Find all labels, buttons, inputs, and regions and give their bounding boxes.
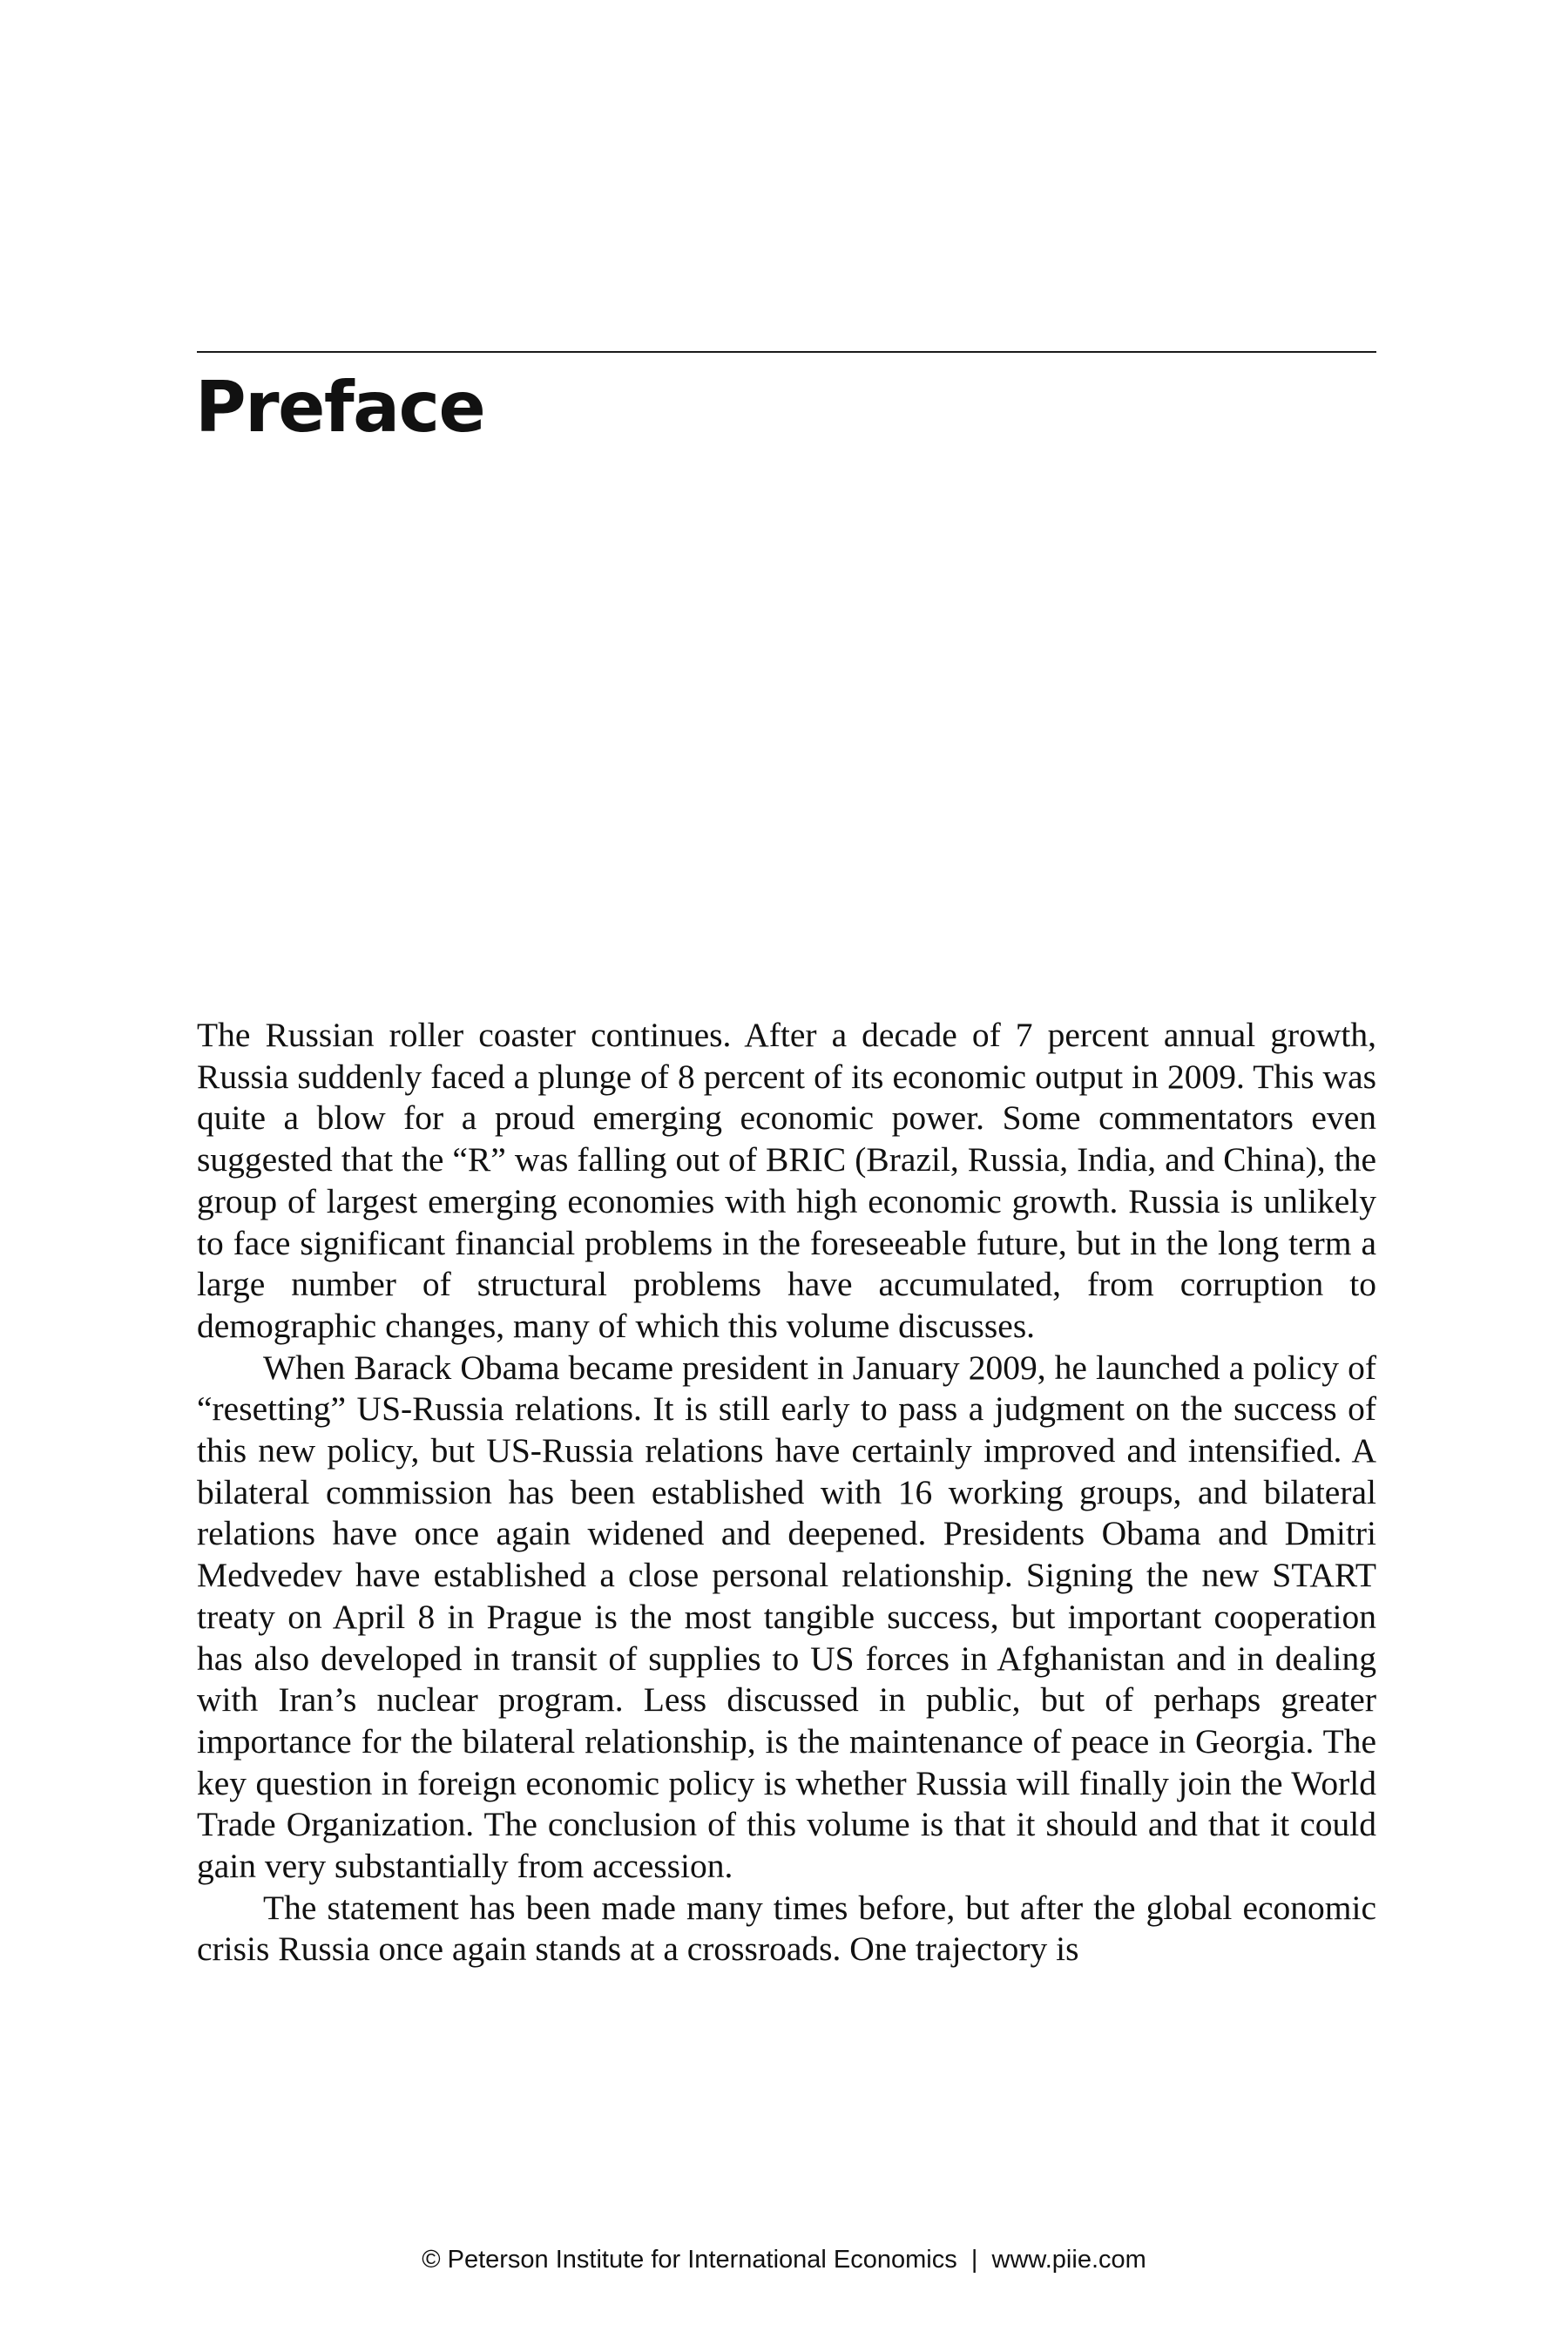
paragraph-3: The statement has been made many times before, but after the global economic crisis Russia once again stands at a crossroads. One trajectory is bbox=[197, 1888, 1376, 1969]
paragraph-1: The Russian roller coaster continues. After a decade of 7 percent annual growth, Russia suddenly faced a plunge of 8 percent of its economic output in 2009. This was quite a blow for a proud emerging economic power. Some commentators even suggested that the “R” was falling out of BRIC (Brazil, Russia, India, and China), the group of largest emerging economies with high economic growth. Russia is unlikely to face significant financial problems in the foreseeable future, but in the long term a large number of structural problems have accumulated, from corruption to demographic changes, many of which this volume discusses. bbox=[197, 1016, 1376, 1345]
page-footer-copyright: © Peterson Institute for International Economics | www.piie.com bbox=[422, 2246, 1146, 2274]
chapter-title-rule bbox=[197, 351, 1376, 353]
paragraph-2: When Barack Obama became president in January 2009, he launched a policy of “resetting” US-Russia relations. It is still early to pass a judgment on the success of this new policy, but US-Russia relations have certainly improved and intensified. A bilateral commission has been established with 16 working groups, and bilateral relations have once again widened and deepened. Presidents Obama and Dmitri Medvedev have established a close personal relationship. Signing the new START treaty on April 8 in Prague is the most tangible success, but important cooperation has also developed in transit of supplies to US forces in Afghanistan and in dealing with Iran’s nuclear program. Less discussed in public, but of perhaps greater importance for the bilateral relationship, is the maintenance of peace in Georgia. The key question in foreign economic policy is whether Russia will finally join the World Trade Organization. The conclusion of this volume is that it should and that it could gain very substantially from accession. bbox=[197, 1348, 1376, 1886]
chapter-title: Preface bbox=[195, 367, 485, 448]
body-text bbox=[197, 1015, 1376, 1970]
